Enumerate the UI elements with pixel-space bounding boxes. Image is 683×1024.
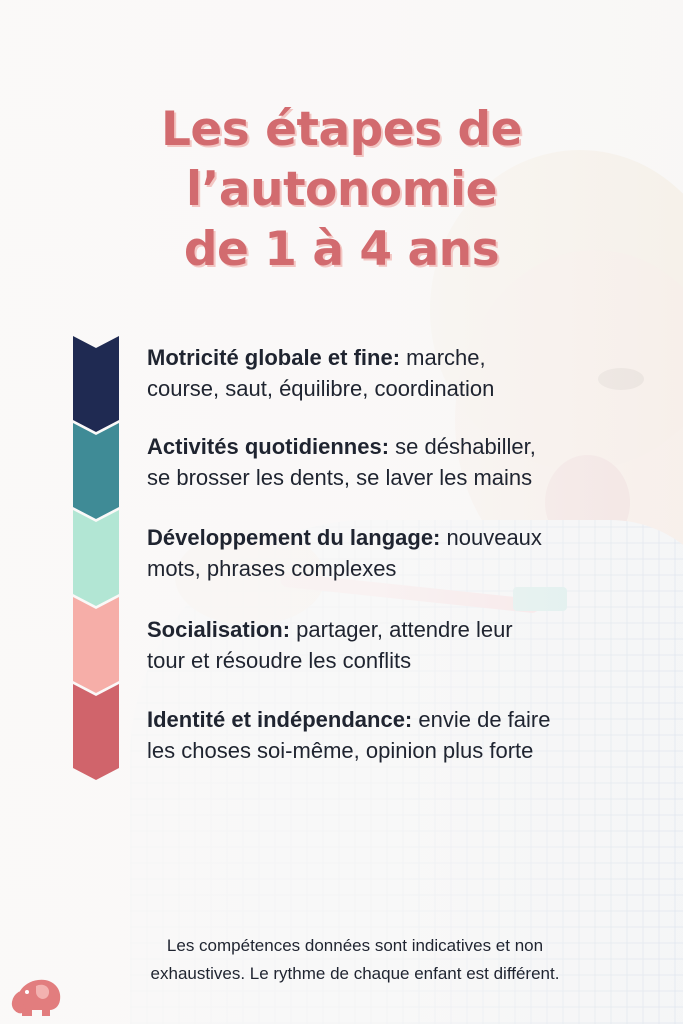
title-line-2: l’autonomie [185,162,498,217]
step-heading: Socialisation: [147,617,291,642]
step-langage [147,522,667,584]
step-text: course, saut, équilibre, coordination [147,376,495,401]
pink-elephant-logo-icon [8,960,68,1020]
step-motricite [147,342,667,404]
step-socialisation [147,614,667,676]
step-heading: Développement du langage: [147,525,441,550]
step-text: se déshabiller, [389,434,536,459]
chevron-step-5 [73,684,119,780]
footnote-line-1: Les compétences données sont indicatives et non [166,936,544,955]
chevron-step-2 [73,423,119,519]
step-text: mots, phrases complexes [147,556,397,581]
step-text: se brosser les dents, se laver les mains [147,465,533,490]
chevron-step-3 [73,510,119,606]
title-line-1: Les étapes de [160,102,523,157]
step-text: les choses soi-même, opinion plus forte [147,738,534,763]
step-activites [147,431,667,493]
step-identite [147,704,667,766]
step-heading: Activités quotidiennes: [147,434,390,459]
step-heading: Motricité globale et fine: [147,345,401,370]
title-line-3: de 1 à 4 ans [183,222,500,277]
step-text: nouveaux [440,525,542,550]
elephant-eye [25,990,29,994]
page-title [0,100,683,280]
step-text: partager, attendre leur [290,617,513,642]
progress-arrow [73,336,119,780]
step-text: envie de faire [412,707,551,732]
chevron-step-1 [73,336,119,432]
step-heading: Identité et indépendance: [147,707,413,732]
step-text: marche, [400,345,486,370]
footnote [75,932,635,988]
step-text: tour et résoudre les conflits [147,648,412,673]
footnote-line-2: exhaustives. Le rythme de chaque enfant est différent. [150,964,560,983]
chevron-step-4 [73,597,119,693]
